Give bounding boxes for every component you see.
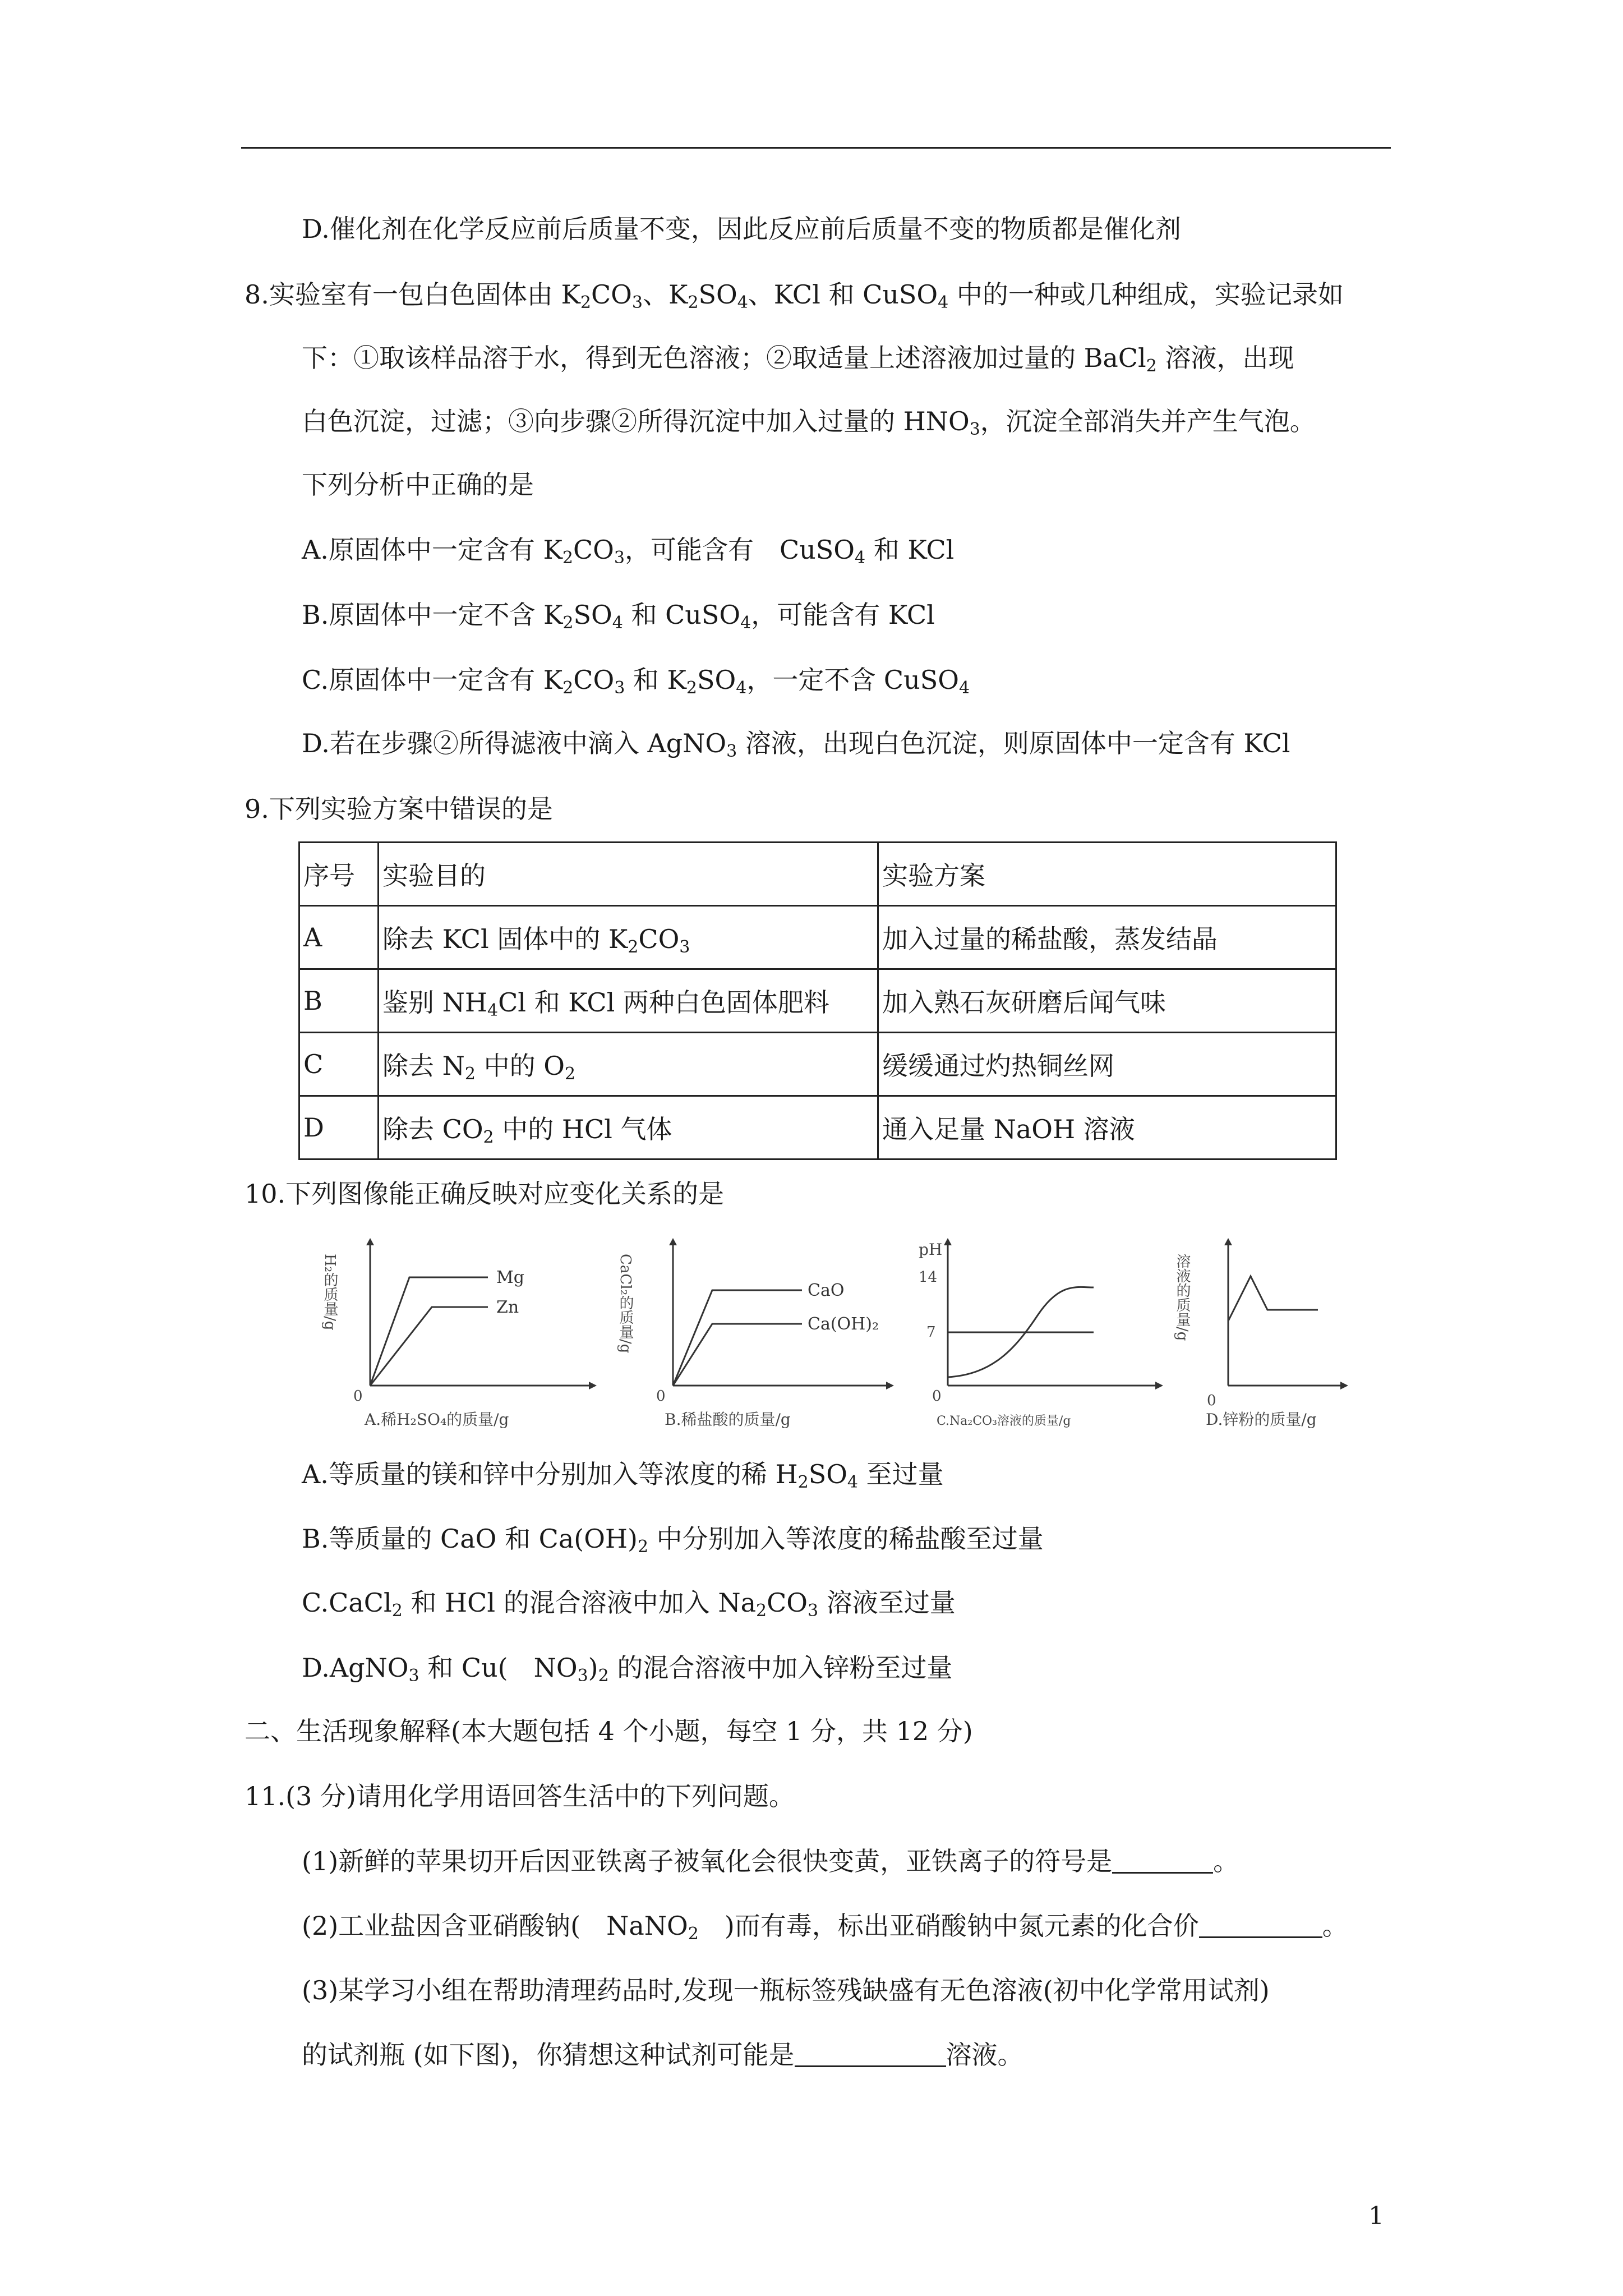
series-zn-line — [370, 1307, 488, 1386]
q11-part3-line2: 的试剂瓶 (如下图)，你猜想这种试剂可能是 溶液。 — [302, 2040, 1023, 2070]
q7-option-d: D.催化剂在化学反应前后质量不变，因此反应前后质量不变的物质都是催化剂 — [302, 214, 1181, 244]
q11-part2: (2)工业盐因含亚硝酸钠( NaNO$_2$ )而有毒，标出亚硝酸钠中氮元素的化合价 。 — [302, 1911, 1348, 1944]
q8-stem-line4: 下列分析中正确的是 — [302, 470, 534, 500]
q8-option-d: D.若在步骤②所得滤液中滴入 AgNO$_3$ 溶液，出现白色沉淀，则原固体中一定含有 KCl — [302, 728, 1290, 761]
x-label: A.稀H₂SO₄的质量/g — [365, 1410, 509, 1429]
x-arrow — [589, 1382, 597, 1389]
answer-blank[interactable] — [1199, 1912, 1322, 1938]
row-no: C — [299, 1033, 379, 1096]
answer-blank[interactable] — [1112, 1847, 1213, 1874]
q8-stem-line3: 白色沉淀，过滤；③向步骤②所得沉淀中加入过量的 $HNO_3$，沉淀全部消失并产生气泡。 — [302, 406, 1316, 439]
chart-c-svg — [909, 1237, 1200, 1436]
y-arrow — [944, 1238, 952, 1245]
solution-mass-line — [1228, 1276, 1318, 1321]
q10-stem: 10.下列图像能正确反映对应变化关系的是 — [245, 1179, 725, 1209]
y-label: pH — [919, 1240, 943, 1259]
row-no: A — [299, 906, 379, 969]
row-plan: 加入熟石灰研磨后闻气味 — [878, 969, 1336, 1033]
chart-b-svg — [617, 1237, 914, 1436]
chart-d-svg — [1172, 1237, 1464, 1436]
x-arrow — [1340, 1382, 1348, 1389]
table-row — [299, 1033, 1336, 1096]
chart-c — [909, 1237, 1200, 1436]
q9-table — [298, 841, 1337, 1160]
y-tick-14: 14 — [919, 1269, 938, 1286]
row-plan: 加入过量的稀盐酸，蒸发结晶 — [878, 906, 1336, 969]
q10-option-d: D.AgNO$_3$ 和 Cu( $NO_3)_2$ 的混合溶液中加入锌粉至过量 — [302, 1653, 953, 1686]
x-arrow — [1155, 1382, 1163, 1389]
q10-option-a: A.等质量的镁和锌中分别加入等浓度的稀 $H_2SO_4$ 至过量 — [302, 1459, 944, 1492]
row-goal: 除去 $CO_2$ 中的 HCl 气体 — [379, 1096, 878, 1159]
y-label: CaCl₂的质量/g — [617, 1254, 634, 1354]
row-goal: 除去 KCl 固体中的 $K_2CO_3$ — [379, 906, 878, 969]
q10-option-b: B.等质量的 CaO 和 $Ca(OH)_2$ 中分别加入等浓度的稀盐酸至过量 — [302, 1524, 1044, 1557]
y-label: H₂的质量/g — [321, 1254, 338, 1331]
x-label: D.锌粉的质量/g — [1206, 1410, 1317, 1429]
q8-stem-line2: 下：①取该样品溶于水，得到无色溶液；②取适量上述溶液加过量的 BaCl$_2$ 溶液，出现 — [302, 343, 1294, 376]
y-arrow — [366, 1238, 374, 1245]
header-cell: 实验方案 — [878, 843, 1336, 906]
x-label: C.Na₂CO₃溶液的质量/g — [937, 1414, 1071, 1428]
row-no: D — [299, 1096, 379, 1159]
x-arrow — [886, 1382, 894, 1389]
series-mg-line — [370, 1277, 488, 1386]
origin-label: 0 — [656, 1388, 666, 1405]
y-arrow — [669, 1238, 677, 1245]
row-no: B — [299, 969, 379, 1033]
x-label: B.稀盐酸的质量/g — [665, 1410, 791, 1429]
table-row — [299, 969, 1336, 1033]
q8-stem-line1: 8.实验室有一包白色固体由 $K_2CO_3$、$K_2SO_4$、KCl 和 CuSO$_4$ 中的一种或几种组成，实验记录如 — [245, 279, 1344, 312]
page-number: 1 — [1368, 2202, 1384, 2230]
series-cao-label: CaO — [808, 1281, 845, 1300]
q8-option-c: C.原固体中一定含有 $K_2CO_3$ 和 $K_2SO_4$，一定不含 CuSO$_4$ — [302, 665, 970, 698]
header-cell: 实验目的 — [379, 843, 878, 906]
series-caoh2-line — [673, 1324, 802, 1386]
y-tick-7: 7 — [926, 1324, 936, 1341]
q10-option-c: C.CaCl$_2$ 和 HCl 的混合溶液中加入 $Na_2CO_3$ 溶液至过量 — [302, 1588, 956, 1621]
row-plan: 缓缓通过灼热铜丝网 — [878, 1033, 1336, 1096]
answer-blank[interactable] — [795, 2041, 946, 2067]
series-mg-label: Mg — [496, 1268, 524, 1287]
series-cao-line — [673, 1290, 802, 1386]
header-cell: 序号 — [299, 843, 379, 906]
q9-stem: 9.下列实验方案中错误的是 — [245, 794, 553, 824]
section-2-title: 二、生活现象解释(本大题包括 4 个小题，每空 1 分，共 12 分) — [245, 1716, 973, 1746]
chart-a — [321, 1237, 617, 1436]
table-row — [299, 1096, 1336, 1159]
q11-stem: 11.(3 分)请用化学用语回答生活中的下列问题。 — [245, 1781, 795, 1811]
origin-label: 0 — [353, 1388, 363, 1405]
q11-part3-line1: (3)某学习小组在帮助清理药品时,发现一瓶标签残缺盛有无色溶液(初中化学常用试剂) — [302, 1975, 1270, 2005]
q8-option-b: B.原固体中一定不含 $K_2SO_4$ 和 CuSO$_4$，可能含有 KCl — [302, 600, 935, 633]
header-rule — [241, 147, 1391, 149]
chart-b — [617, 1237, 914, 1436]
chart-a-svg — [321, 1237, 617, 1436]
table-header-row — [299, 843, 1336, 906]
y-label: 溶液的质量/g — [1174, 1254, 1191, 1341]
y-arrow — [1224, 1238, 1232, 1245]
q11-part1: (1)新鲜的苹果切开后因亚铁离子被氧化会很快变黄，亚铁离子的符号是 。 — [302, 1846, 1239, 1876]
origin-label: 0 — [932, 1388, 942, 1405]
chart-d — [1172, 1237, 1464, 1436]
row-goal: 除去 $N_2$ 中的 $O_2$ — [379, 1033, 878, 1096]
origin-label: 0 — [1207, 1392, 1216, 1409]
series-zn-label: Zn — [496, 1297, 519, 1317]
series-caoh2-label: Ca(OH)₂ — [808, 1314, 879, 1334]
row-goal: 鉴别 $NH_4Cl$ 和 KCl 两种白色固体肥料 — [379, 969, 878, 1033]
q8-option-a: A.原固体中一定含有 $K_2CO_3$，可能含有 CuSO$_4$ 和 KCl — [302, 535, 955, 568]
row-plan: 通入足量 NaOH 溶液 — [878, 1096, 1336, 1159]
table-row — [299, 906, 1336, 969]
